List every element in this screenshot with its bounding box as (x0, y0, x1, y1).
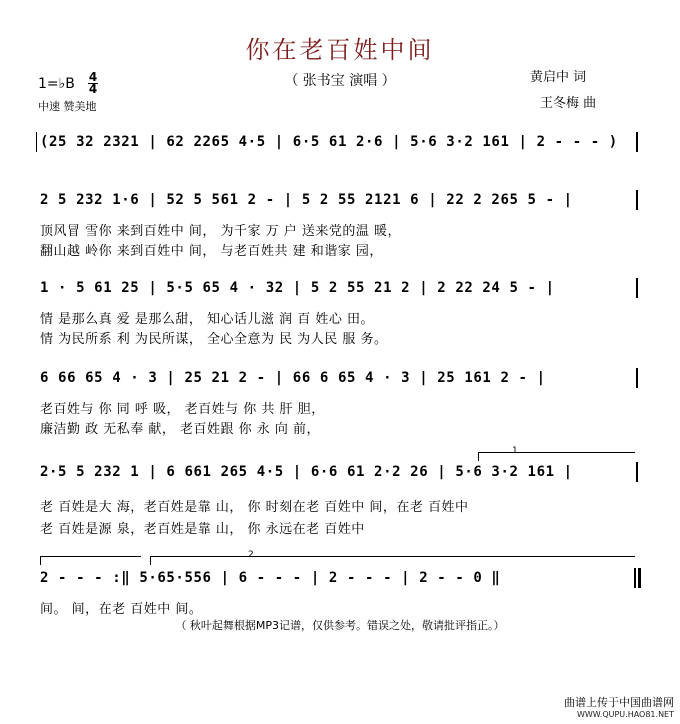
lyricist-credit: 黄启中 词 (530, 70, 587, 85)
key-signature: 1=♭B (38, 76, 75, 92)
system-end-line-5 (636, 462, 638, 482)
site-url: WWW.QUPU.HAO81.NET (576, 710, 674, 719)
first-ending-number: 1 (512, 446, 518, 456)
first-ending-bracket (478, 452, 635, 461)
lyric-row-4-verse-2: 廉洁勤 政 无私奉 献， 老百姓跟 你 永 向 前， (40, 422, 321, 437)
transcription-note: （ 秋叶起舞根据MP3记谱，仅供参考。错误之处，敬请批评指正。） (175, 619, 505, 632)
second-ending-number: 2 (248, 550, 254, 560)
system-end-line-1 (636, 132, 638, 152)
lyric-row-6: 间。 间，在老 百姓中 间。 (40, 602, 203, 617)
lyric-row-5-verse-1: 老 百姓是大 海，老百姓是靠 山， 你 时刻在老 百姓中 间，在老 百姓中 (40, 500, 469, 515)
final-barline-thick (638, 568, 641, 588)
tempo-marking: 中速 赞美地 (38, 100, 97, 113)
notation-row-4: 6 66 65 4 · 3 | 25 21 2 - | 66 6 65 4 · 3 | 25 161 2 - | (40, 370, 546, 386)
performer-subtitle: （ 张书宝 演唱 ） (284, 73, 396, 89)
final-barline-thin (634, 568, 636, 588)
second-ending-bracket (150, 556, 635, 565)
notation-row-1: (25 32 2321 | 62 2265 4·5 | 6·5 61 2·6 | 5·6 3·2 161 | 2 - - - ) (40, 134, 618, 150)
lyric-row-3-verse-2: 情 为民所系 利 为民所谋， 全心全意为 民 为人民 服 务。 (40, 332, 388, 347)
lyric-row-4-verse-1: 老百姓与 你 同 呼 吸， 老百姓与 你 共 肝 胆， (40, 402, 325, 417)
lyric-row-3-verse-1: 情 是那么真 爱 是那么甜， 知心话儿滋 润 百 姓心 田。 (40, 312, 375, 327)
lyric-row-2-verse-2: 翻山越 岭你 来到百姓中 间， 与老百姓共 建 和谐家 园， (40, 244, 383, 259)
time-signature-bottom: 4 (88, 82, 98, 96)
lyric-row-2-verse-1: 顶风冒 雪你 来到百姓中 间， 为千家 万 户 送来党的温 暖， (40, 224, 402, 239)
song-title: 你在老百姓中间 (245, 36, 435, 64)
system-end-line-4 (636, 368, 638, 388)
notation-row-3: 1 · 5 61 25 | 5·5 65 4 · 32 | 5 2 55 21 2 | 2 22 24 5 - | (40, 280, 555, 296)
first-ending-continuation-bracket (40, 556, 141, 565)
composer-credit: 王冬梅 曲 (540, 96, 597, 111)
time-signature (88, 72, 98, 95)
notation-row-2: 2 5 232 1·6 | 52 5 561 2 - | 5 2 55 2121 6 | 22 2 265 5 - | (40, 192, 573, 208)
system-end-line-2 (636, 190, 638, 210)
lyric-row-5-verse-2: 老 百姓是源 泉，老百姓是靠 山， 你 永远在老 百姓中 (40, 522, 365, 537)
site-credit: 曲谱上传于中国曲谱网 (564, 696, 674, 709)
system-end-line-3 (636, 278, 638, 298)
time-signature-top: 4 (88, 70, 98, 84)
notation-row-6: 2 - - - :‖ 5·65·556 | 6 - - - | 2 - - - | 2 - - 0 ‖ (40, 570, 501, 586)
notation-row-5: 2·5 5 232 1 | 6 661 265 4·5 | 6·6 61 2·2 26 | 5·6 3·2 161 | (40, 464, 573, 480)
system-start-line-1 (36, 132, 37, 152)
